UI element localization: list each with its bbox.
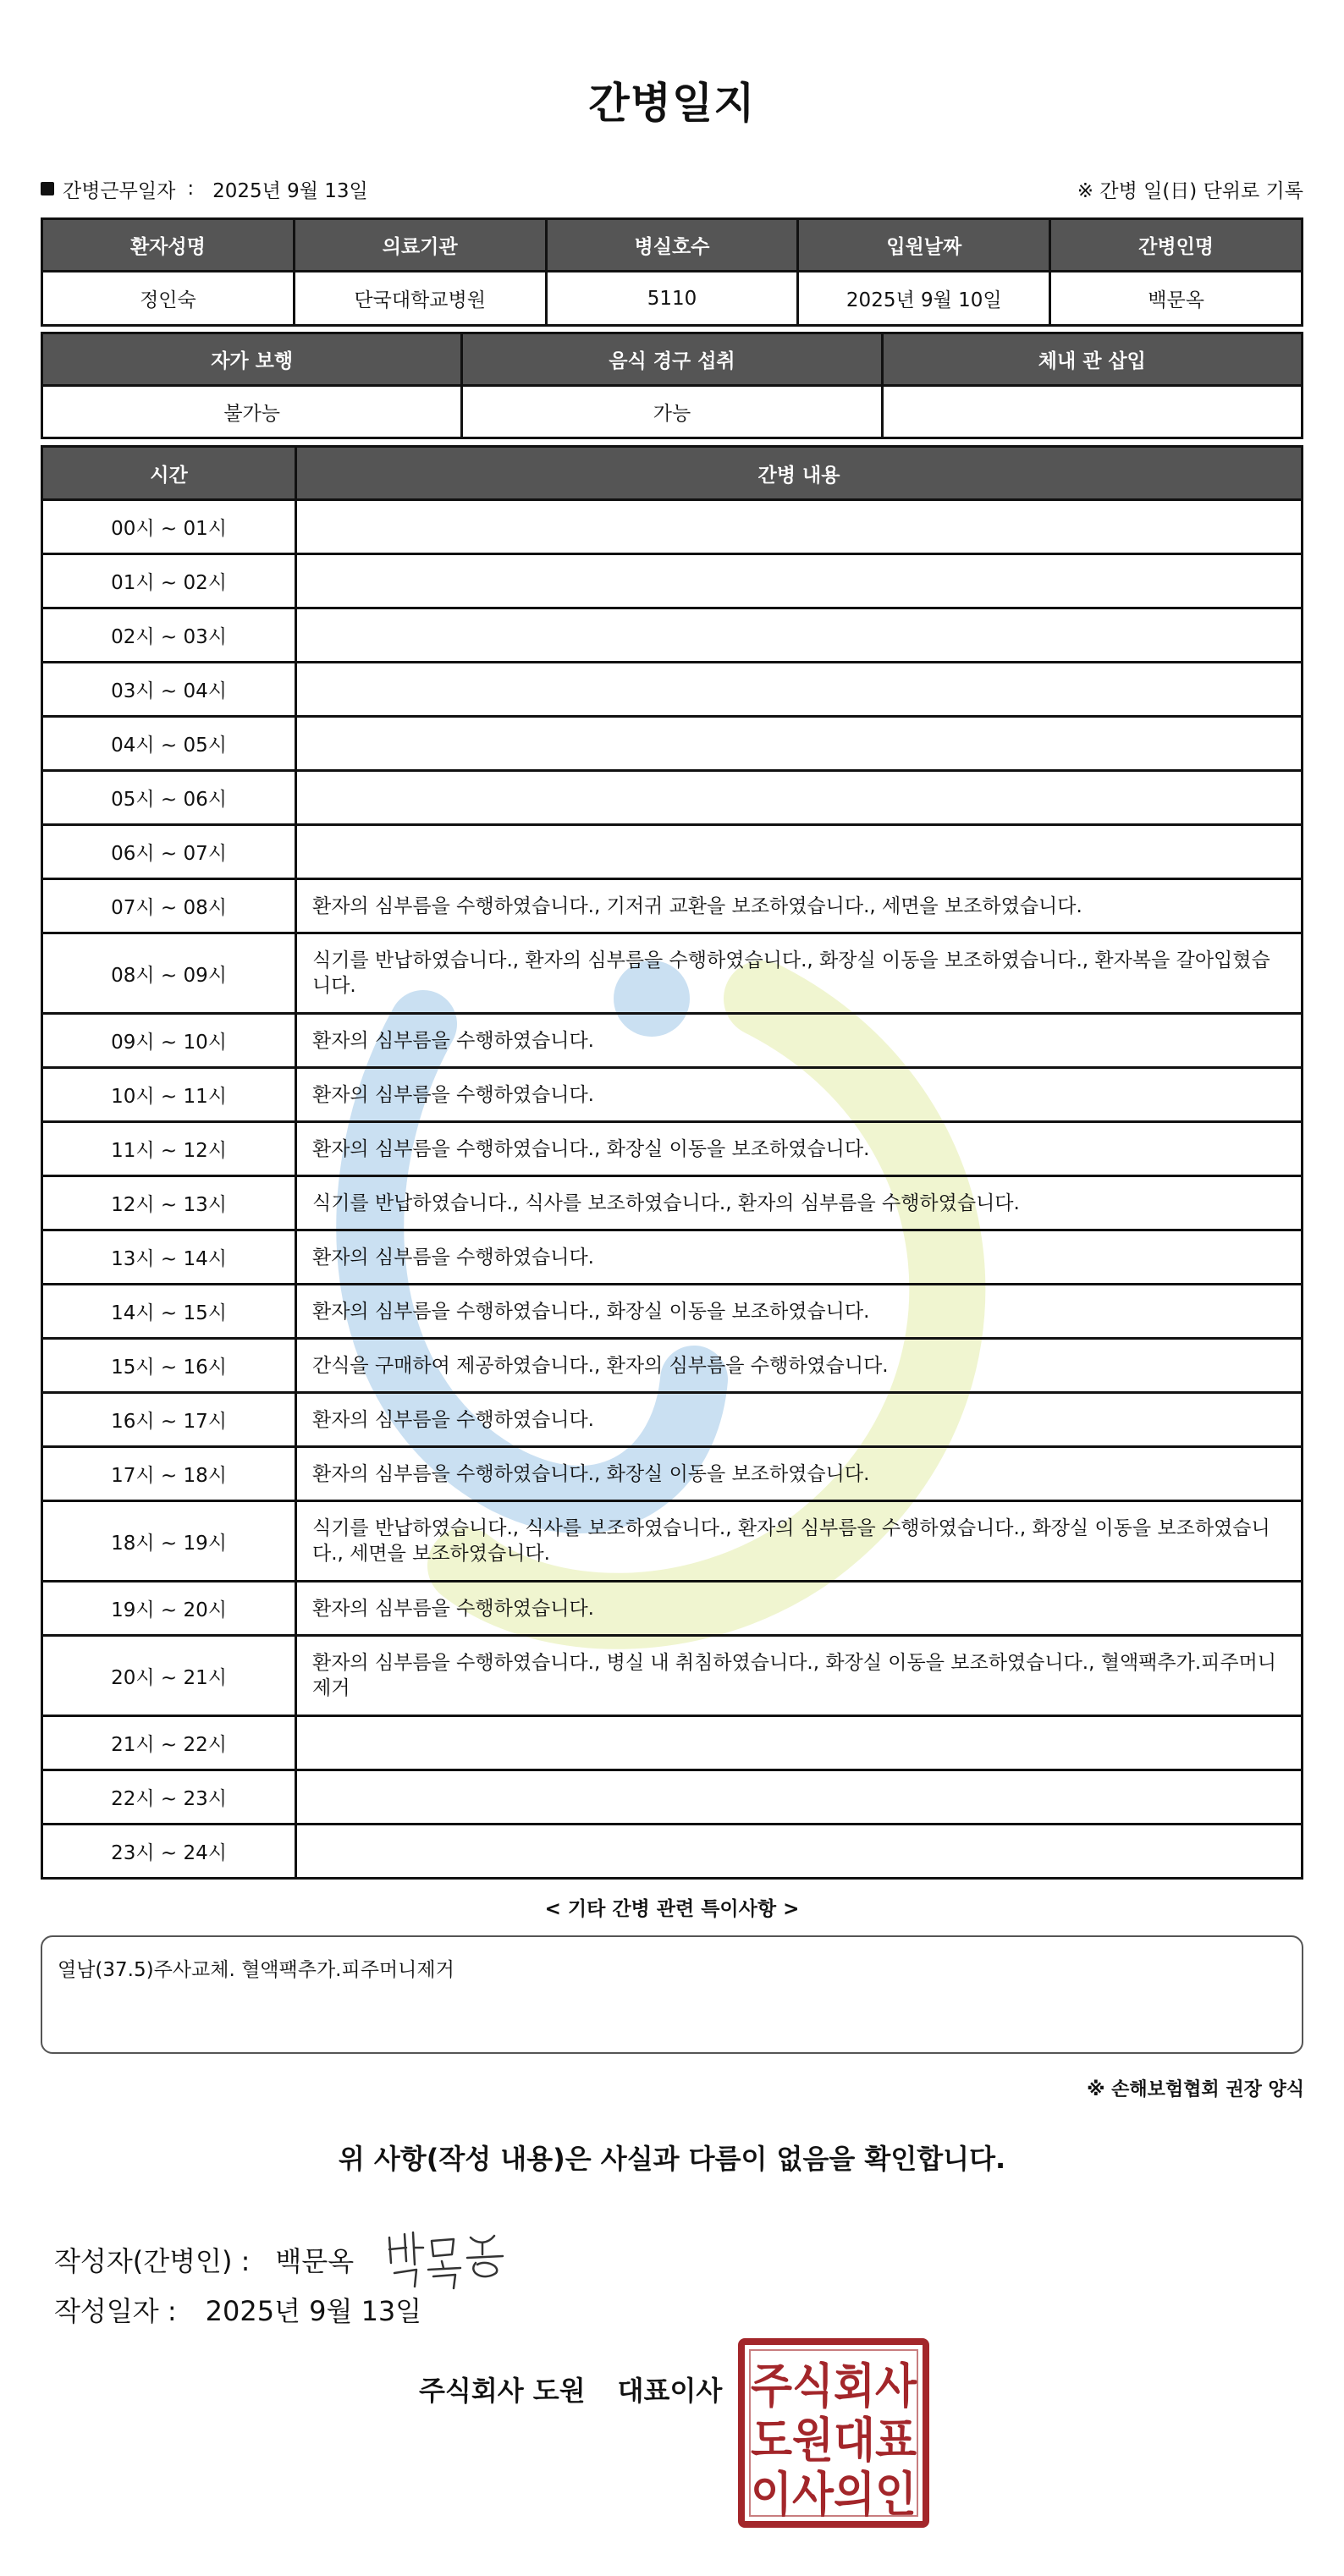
written-date-label: 작성일자 :: [54, 2295, 177, 2327]
company-row: [419, 2370, 722, 2408]
log-time: 04시 ~ 05시: [42, 717, 296, 771]
header-patient-name: 환자성명: [42, 219, 295, 272]
log-row: [42, 825, 1303, 879]
written-date-row: [54, 2290, 421, 2329]
admission-date: 2025년 9월 10일: [798, 272, 1050, 326]
log-row: [42, 1636, 1303, 1716]
header-hospital: 의료기관: [294, 219, 546, 272]
company-name: 주식회사 도원: [419, 2375, 586, 2407]
hourly-care-log-table: [41, 445, 1303, 1880]
patient-info-value-row: [42, 272, 1303, 326]
log-row: [42, 1285, 1303, 1339]
caregiver-name: 백문옥: [1050, 272, 1303, 326]
log-content: 환자의 심부름을 수행하였습니다., 기저귀 교환을 보조하였습니다., 세면을 보조하였습니다.: [296, 879, 1303, 933]
log-time: 01시 ~ 02시: [42, 554, 296, 608]
log-row: [42, 608, 1303, 663]
log-content: [296, 554, 1303, 608]
log-time: 05시 ~ 06시: [42, 771, 296, 825]
meta-row: [41, 176, 1303, 201]
header-tube-insertion: 체내 관 삽입: [882, 333, 1302, 386]
svg-text:이사의인: 이사의인: [751, 2468, 917, 2523]
patient-info-table: [41, 217, 1303, 327]
log-header-row: [42, 447, 1303, 500]
log-time: 02시 ~ 03시: [42, 608, 296, 663]
log-row: [42, 933, 1303, 1014]
log-row: [42, 1825, 1303, 1879]
document-title: 간병일지: [588, 79, 756, 128]
log-content: [296, 608, 1303, 663]
log-time: 20시 ~ 21시: [42, 1636, 296, 1716]
oral-intake-value: 가능: [462, 386, 882, 438]
log-content: 환자의 심부름을 수행하였습니다.: [296, 1014, 1303, 1068]
log-row: [42, 1176, 1303, 1230]
special-notes-text: 열남(37.5)주사교체. 혈액팩추가.피주머니제거: [58, 1959, 454, 1981]
log-time: 16시 ~ 17시: [42, 1393, 296, 1447]
log-time: 12시 ~ 13시: [42, 1176, 296, 1230]
header-admission-date: 입원날짜: [798, 219, 1050, 272]
patient-status-table: [41, 332, 1303, 439]
patient-status-header-row: [42, 333, 1303, 386]
log-time: 21시 ~ 22시: [42, 1716, 296, 1770]
log-time: 13시 ~ 14시: [42, 1230, 296, 1285]
patient-name: 정인숙: [42, 272, 295, 326]
log-content: [296, 663, 1303, 717]
log-time: 00시 ~ 01시: [42, 500, 296, 554]
log-row: [42, 1339, 1303, 1393]
work-date-label: 간병근무일자: [63, 179, 176, 202]
square-bullet-icon: [41, 182, 54, 195]
work-date-colon: :: [187, 178, 195, 200]
log-content: 환자의 심부름을 수행하였습니다., 병실 내 취침하였습니다., 화장실 이동을 보조하였습니다., 혈액팩추가.피주머니제거: [296, 1636, 1303, 1716]
tube-insertion-value: [882, 386, 1302, 438]
log-content: 환자의 심부름을 수행하였습니다.: [296, 1230, 1303, 1285]
log-row: [42, 717, 1303, 771]
log-content: [296, 717, 1303, 771]
header-oral-intake: 음식 경구 섭취: [462, 333, 882, 386]
log-time: 17시 ~ 18시: [42, 1447, 296, 1501]
log-row: [42, 1014, 1303, 1068]
log-row: [42, 1393, 1303, 1447]
work-date-group: [41, 175, 368, 203]
log-time: 03시 ~ 04시: [42, 663, 296, 717]
log-content: [296, 825, 1303, 879]
log-row: [42, 879, 1303, 933]
company-representative-title: 대표이사: [617, 2375, 723, 2407]
log-time: 06시 ~ 07시: [42, 825, 296, 879]
writer-row: [54, 2226, 510, 2293]
log-content: [296, 1825, 1303, 1879]
written-date-value: 2025년 9월 13일: [205, 2295, 422, 2327]
header-time: 시간: [42, 447, 296, 500]
log-row: [42, 663, 1303, 717]
log-time: 14시 ~ 15시: [42, 1285, 296, 1339]
log-time: 07시 ~ 08시: [42, 879, 296, 933]
log-row: [42, 554, 1303, 608]
self-walking-value: 불가능: [42, 386, 462, 438]
writer-name: 백문옥: [275, 2245, 355, 2277]
log-row: [42, 1122, 1303, 1176]
log-time: 19시 ~ 20시: [42, 1582, 296, 1636]
log-row: [42, 1582, 1303, 1636]
writer-label: 작성자(간병인) :: [54, 2245, 251, 2277]
log-content: 간식을 구매하여 제공하였습니다., 환자의 심부름을 수행하였습니다.: [296, 1339, 1303, 1393]
log-row: [42, 1716, 1303, 1770]
log-row: [42, 1068, 1303, 1122]
log-content: 식기를 반납하였습니다., 환자의 심부름을 수행하였습니다., 화장실 이동을 보조하였습니다., 환자복을 갈아입혔습니다.: [296, 933, 1303, 1014]
log-content: 식기를 반납하였습니다., 식사를 보조하였습니다., 환자의 심부름을 수행하였습니다.: [296, 1176, 1303, 1230]
log-content: 환자의 심부름을 수행하였습니다., 화장실 이동을 보조하였습니다.: [296, 1285, 1303, 1339]
svg-text:도원대표: 도원대표: [751, 2414, 917, 2469]
log-content: 환자의 심부름을 수행하였습니다.: [296, 1393, 1303, 1447]
handwritten-signature: [383, 2226, 510, 2293]
special-notes-title: < 기타 간병 관련 특이사항 >: [544, 1898, 800, 1920]
special-notes-box: [41, 1935, 1303, 2054]
work-date-value: 2025년 9월 13일: [212, 179, 368, 202]
header-care-content: 간병 내용: [296, 447, 1303, 500]
log-row: [42, 1447, 1303, 1501]
log-row: [42, 1501, 1303, 1582]
log-content: 식기를 반납하였습니다., 식사를 보조하였습니다., 환자의 심부름을 수행하였습니다., 화장실 이동을 보조하였습니다., 세면을 보조하였습니다.: [296, 1501, 1303, 1582]
log-time: 10시 ~ 11시: [42, 1068, 296, 1122]
room-number: 5110: [546, 272, 798, 326]
log-content: [296, 771, 1303, 825]
company-seal-stamp: [738, 2338, 929, 2528]
log-content: 환자의 심부름을 수행하였습니다.: [296, 1068, 1303, 1122]
log-content: 환자의 심부름을 수행하였습니다., 화장실 이동을 보조하였습니다.: [296, 1447, 1303, 1501]
log-time: 22시 ~ 23시: [42, 1770, 296, 1825]
form-source-note: ※ 손해보험협회 권장 양식: [1087, 2079, 1304, 2100]
header-room-number: 병실호수: [546, 219, 798, 272]
header-caregiver-name: 간병인명: [1050, 219, 1303, 272]
log-row: [42, 500, 1303, 554]
log-time: 23시 ~ 24시: [42, 1825, 296, 1879]
log-content: [296, 500, 1303, 554]
log-row: [42, 1770, 1303, 1825]
hospital-name: 단국대학교병원: [294, 272, 546, 326]
log-time: 15시 ~ 16시: [42, 1339, 296, 1393]
log-time: 18시 ~ 19시: [42, 1501, 296, 1582]
log-content: [296, 1716, 1303, 1770]
log-row: [42, 1230, 1303, 1285]
record-unit-note: ※ 간병 일(日) 단위로 기록: [1077, 179, 1303, 202]
svg-text:주식회사: 주식회사: [751, 2359, 917, 2414]
confirmation-statement: 위 사항(작성 내용)은 사실과 다름이 없음을 확인합니다.: [338, 2143, 1006, 2175]
log-content: 환자의 심부름을 수행하였습니다., 화장실 이동을 보조하였습니다.: [296, 1122, 1303, 1176]
patient-info-header-row: [42, 219, 1303, 272]
log-time: 09시 ~ 10시: [42, 1014, 296, 1068]
log-time: 11시 ~ 12시: [42, 1122, 296, 1176]
log-row: [42, 771, 1303, 825]
header-self-walking: 자가 보행: [42, 333, 462, 386]
log-content: [296, 1770, 1303, 1825]
log-content: 환자의 심부름을 수행하였습니다.: [296, 1582, 1303, 1636]
log-time: 08시 ~ 09시: [42, 933, 296, 1014]
patient-status-value-row: [42, 386, 1303, 438]
